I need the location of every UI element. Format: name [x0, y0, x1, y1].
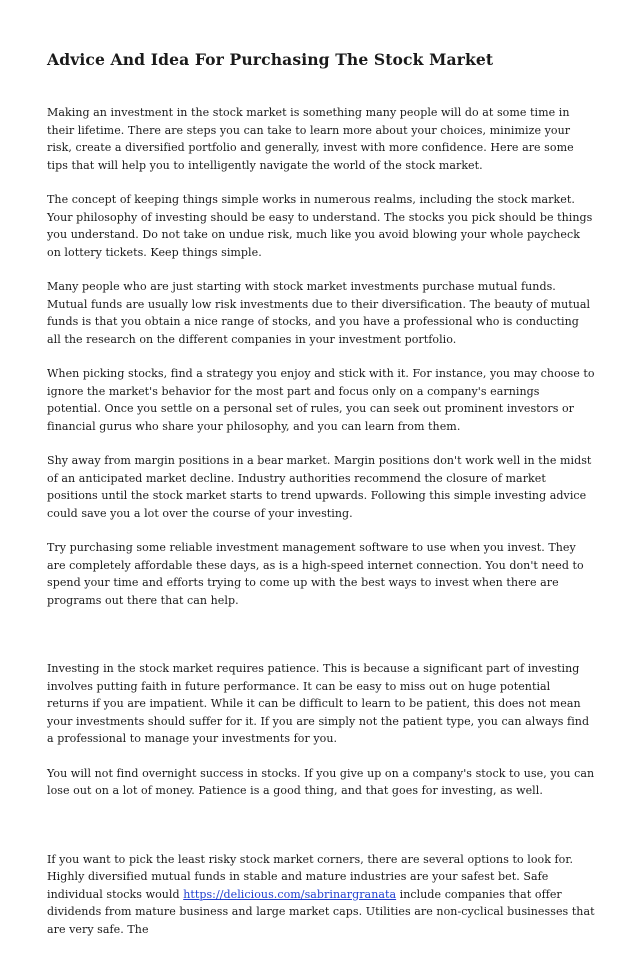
paragraph-margin-positions: Shy away from margin positions in a bear market. Margin positions don't work well in the midst of an anticipated market decline. Industry authorities recommend the closure of market positions until the stock market starts to trend upwards. Following this simple investing advice could save you a lot over the course of your investing.: [47, 454, 592, 520]
paragraph-mutual-funds: Many people who are just starting with stock market investments purchase mutual funds. Mutual funds are usually low risk investments due to their diversification. The beauty of mutual funds is that you obtain a nice range of stocks, and you have a professional who is conducting all the research on the different companies in your investment portfolio.: [47, 280, 591, 346]
page-title: Advice And Idea For Purchasing The Stock Market: [47, 50, 494, 69]
section-spacer: [47, 626, 595, 660]
paragraph-overnight-success: You will not find overnight success in stocks. If you give up on a company's stock to use, you can lose out on a lot of money. Patience is a good thing, and that goes for investing, as well.: [47, 766, 595, 797]
paragraph-text-after-link: include companies that offer dividends from mature business and large market caps. Utilities are non-cyclical businesses that are very safe. The: [47, 887, 595, 936]
document-page: [47, 48, 595, 955]
delicious-link[interactable]: https://delicious.com/sabrinargranata: [183, 887, 397, 901]
section-spacer: [47, 817, 595, 851]
paragraph-patience: Investing in the stock market requires patience. This is because a significant part of investing involves putting faith in future performance. It can be easy to miss out on huge potential returns if you are impatient. While it can be difficult to learn to be patient, this does not mean your investments should suffer for it. If you are simply not the patient type, you can always find a professional to manage your investments for you.: [47, 662, 590, 745]
paragraph-keep-simple: The concept of keeping things simple works in numerous realms, including the stock market. Your philosophy of investing should be easy to understand. The stocks you pick should be things you understand. Do not take on undue risk, much like you avoid blowing your whole paycheck on lottery tickets. Keep things simple.: [47, 193, 593, 259]
paragraph-intro: Making an investment in the stock market is something many people will do at some time in their lifetime. There are steps you can take to learn more about your choices, minimize your risk, create a diversified portfolio and generally, invest with more confidence. Here are some tips that will help you to intelligently navigate the world of the stock market.: [47, 106, 574, 172]
paragraph-picking-stocks: When picking stocks, find a strategy you enjoy and stick with it. For instance, you may choose to ignore the market's behavior for the most part and focus only on a company's earnings potential. Once you settle on a personal set of rules, you can seek out prominent investors or financial gurus who share your philosophy, and you can learn from them.: [47, 367, 595, 433]
paragraph-software: Try purchasing some reliable investment management software to use when you invest. They are completely affordable these days, as is a high-speed internet connection. You don't need to spend your time and efforts trying to come up with the best ways to invest when there are programs out there that can help.: [47, 541, 584, 607]
paragraph-text-before-link: If you want to pick the least risky stock market corners, there are several options to look for. Highly diversified mutual funds in stable and mature industries are your safest bet. Safe individual stocks would: [47, 852, 574, 901]
paragraph-least-risky: [47, 851, 595, 939]
